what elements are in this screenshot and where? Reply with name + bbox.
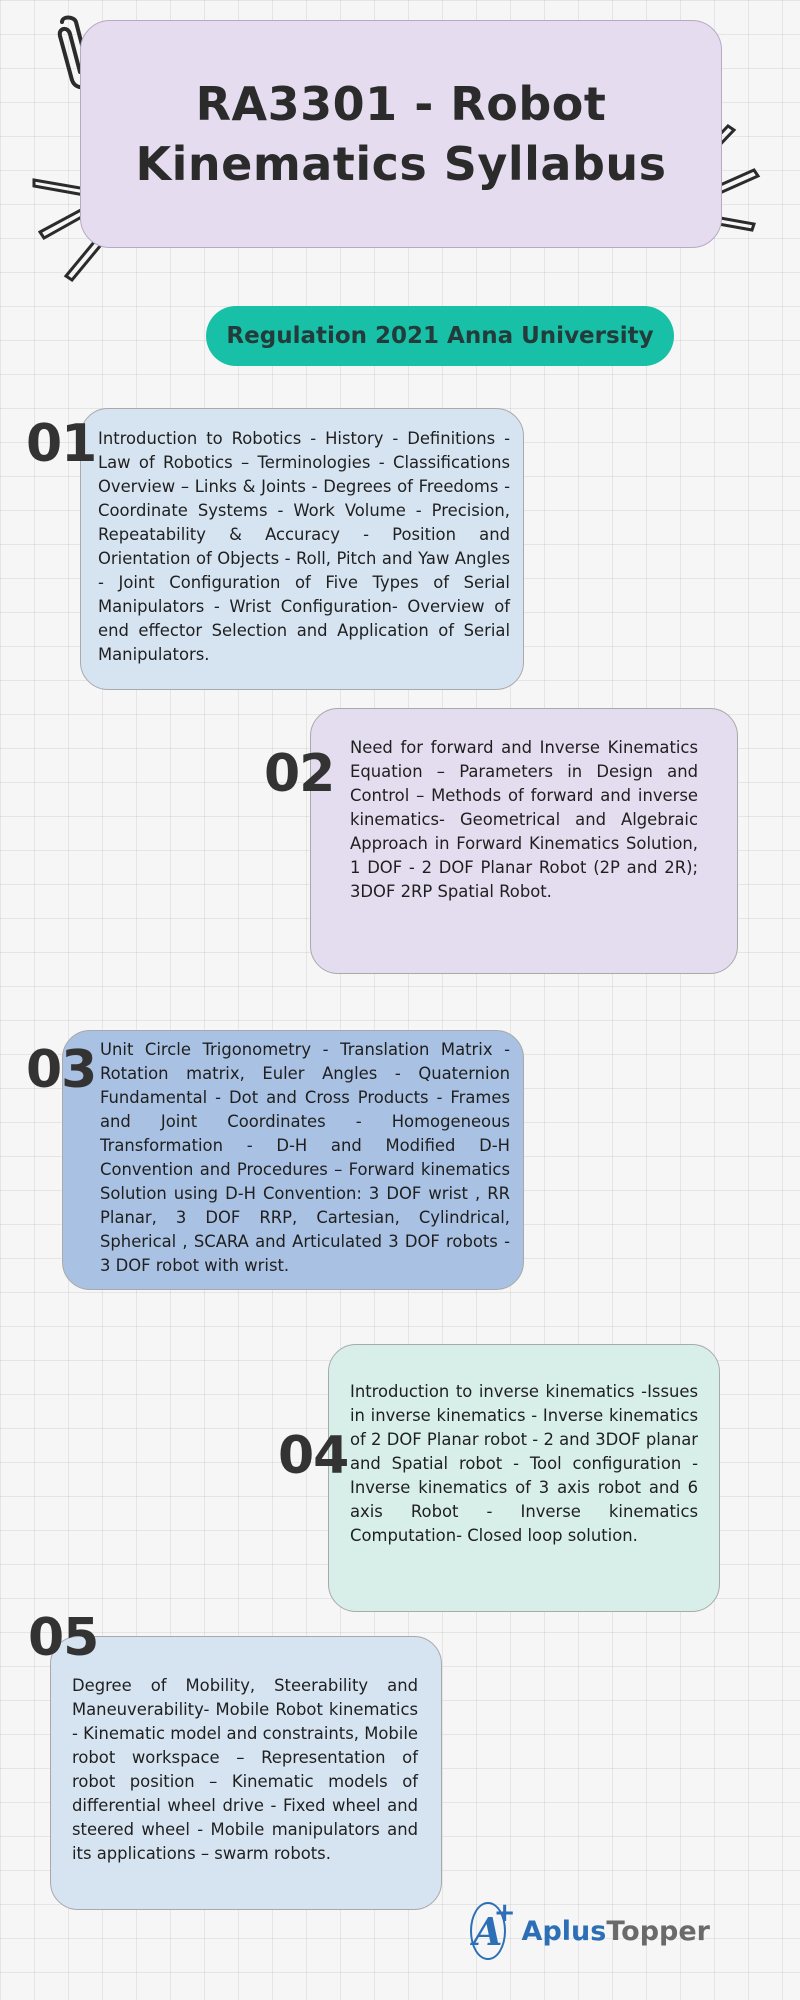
regulation-label: Regulation 2021 Anna University — [226, 323, 654, 349]
unit-text-03: Unit Circle Trigonometry - Translation Matrix - Rotation matrix, Euler Angles - Quaternion Fundamental - Dot and Cross Products - Frames and Joint Coordinates - Homogeneous Transformation - D-H and Modified D-H Convention and Procedures – Forward kinematics Solution using D-H Convention: 3 DOF wrist , RR Planar, 3 DOF RRP, Cartesian, Cylindrical, Spherical , SCARA and Articulated 3 DOF robots - 3 DOF robot with wrist. — [100, 1040, 510, 1275]
title-card — [80, 20, 722, 248]
logo-wordmark — [522, 1916, 710, 1947]
aplustopper-logo — [470, 1900, 710, 1962]
unit-text-01: Introduction to Robotics - History - Definitions - Law of Robotics – Terminologies - Classifications Overview – Links & Joints - Degrees of Freedoms - Coordinate Systems - Work Volume - Precision, Repeatability & Accuracy - Position and Orientation of Objects - Roll, Pitch and Yaw Angles - Joint Configuration of Five Types of Serial Manipulators - Wrist Configuration- Overview of end effector Selection and Application of Serial Manipulators. — [98, 429, 510, 664]
page-title: RA3301 - Robot Kinematics Syllabus — [135, 77, 667, 191]
unit-text-04: Introduction to inverse kinematics -Issues in inverse kinematics - Inverse kinematics of 2 DOF Planar robot - 2 and 3DOF planar and Spatial robot - Tool configuration - Inverse kinematics of 3 axis robot and 6 axis Robot - Inverse kinematics Computation- Closed loop solution. — [350, 1382, 698, 1545]
logo-word-topper: Topper — [606, 1915, 710, 1947]
unit-number-05: 05 — [28, 1608, 99, 1668]
unit-text-05: Degree of Mobility, Steerability and Maneuverability- Mobile Robot kinematics - Kinematic model and constraints, Mobile robot workspace – Representation of robot position – Kinematic models of differential wheel drive - Fixed wheel and steered wheel - Mobile manipulators and its applications – swarm robots. — [72, 1676, 418, 1863]
logo-plus: + — [493, 1898, 516, 1928]
unit-text-02: Need for forward and Inverse Kinematics Equation – Parameters in Design and Control – Methods of forward and inverse kinematics- Geometrical and Algebraic Approach in Forward Kinematics Solution, 1 DOF - 2 DOF Planar Robot (2P and 2R); 3DOF 2RP Spatial Robot. — [350, 738, 698, 901]
logo-letter: A — [473, 1908, 503, 1954]
logo-word-aplus: Aplus — [521, 1915, 607, 1947]
unit-number-03: 03 — [26, 1040, 97, 1100]
unit-number-04: 04 — [278, 1426, 349, 1486]
unit-number-02: 02 — [264, 744, 335, 804]
unit-number-01: 01 — [26, 414, 97, 474]
logo-mark — [470, 1898, 516, 1960]
regulation-badge — [206, 306, 674, 366]
